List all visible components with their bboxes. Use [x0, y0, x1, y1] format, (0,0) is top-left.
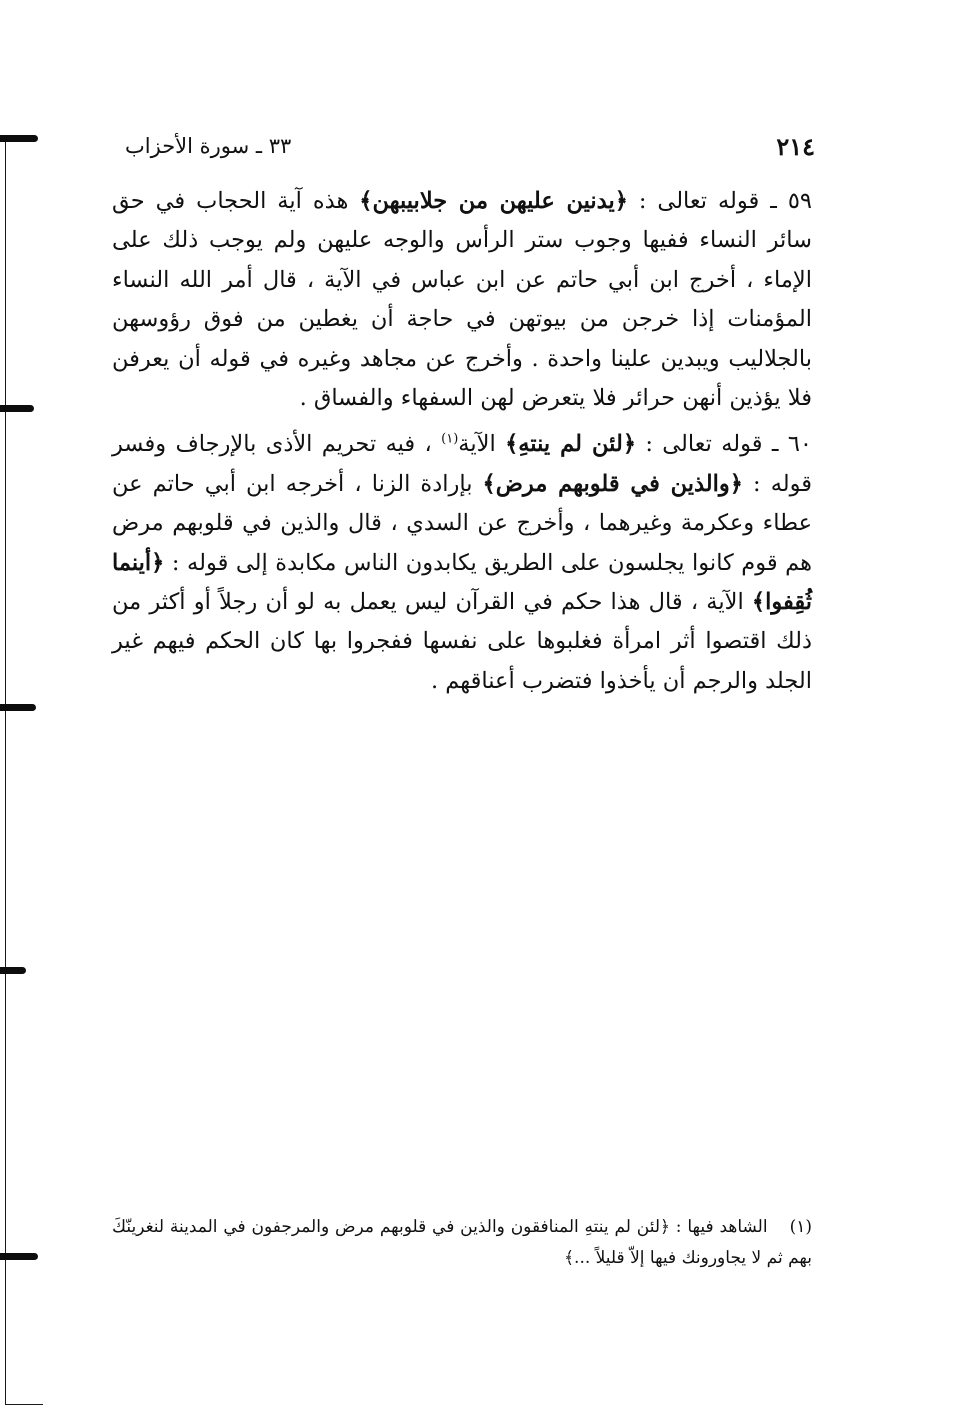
body-text	[112, 182, 812, 701]
quran-quote: ﴿أينما ثُقِفوا﴾	[112, 549, 812, 616]
verse-number-lead: ٥٩ ـ قوله تعالى :	[627, 188, 813, 214]
paragraph-text: هذه آية الحجاب في حق سائر النساء ففيها وجوب ستر الرأس والوجه عليهن ولم يوجب ذلك على الإماء ، أخرج ابن أبي حاتم عن ابن عباس في الآية ، قال أمر الله النساء المؤمنات إذا خرجن من بيوتهن في حاجة أن يغطين من فوق رؤوسهن بالجلاليب ويبدين علينا واحدة . وأخرج عن مجاهد وغيره في قوله أن يعرفن فلا يؤذين أنهن حرائر فلا يتعرض لهن السفهاء والفساق .	[112, 188, 812, 412]
verse-number-lead: ٦٠ ـ قوله تعالى :	[636, 431, 813, 458]
chapter-title: ٣٣ ـ سورة الأحزاب	[125, 134, 292, 158]
footnote-number: (١)	[789, 1217, 812, 1237]
running-header	[125, 126, 815, 166]
binding-edge-foot	[5, 1404, 43, 1405]
quran-quote: ﴿لئن لم ينتهِ﴾	[505, 431, 637, 458]
binding-mark	[0, 1253, 38, 1260]
binding-mark	[0, 967, 26, 974]
binding-mark	[0, 135, 38, 142]
paragraph-text: بإرادة الزنا ، أخرجه ابن أبي حاتم عن عطاء وعكرمة وغيرهما ، وأخرج عن السدي ، قال والذين في قلوبهم مرض هم قوم كانوا يجلسون على الطريق يكابدون الناس مكابدة إلى قوله :	[112, 470, 812, 576]
paragraph-text: ، فيه تحريم الأذى بالإرجاف وفسر قوله :	[112, 431, 812, 497]
binding-mark	[0, 704, 36, 711]
paragraph-text: الآية	[458, 431, 506, 458]
quran-quote: ﴿يدنين عليهن من جلابيبهن﴾	[359, 188, 628, 214]
binding-edge-line	[5, 135, 6, 1405]
binding-mark	[0, 405, 34, 412]
paragraph-59	[112, 182, 812, 418]
paragraph-60	[112, 425, 812, 701]
footnote-reference[interactable]: (١)	[441, 431, 459, 447]
footnote-text: الشاهد فيها : ﴿لئن لم ينتهِ المنافقون والذين في قلوبهم مرض والمرجفون في المدينة لنغرينّكَ بهم ثم لا يجاورونك فيها إلاّ قليلاً ...﴾	[112, 1217, 812, 1268]
footnote	[112, 1212, 812, 1274]
quran-quote: ﴿والذين في قلوبهم مرض﴾	[482, 470, 743, 497]
paragraph-text: الآية ، قال هذا حكم في القرآن ليس يعمل به لو أن رجلاً أو أكثر من ذلك اقتصوا أثر امرأة فغلبوها على نفسها ففجروا بها كان الحكم فيهم غير الجلد والرجم أن يأخذوا فتضرب أعناقهم .	[112, 589, 812, 694]
page-number: ٢١٤	[776, 131, 815, 161]
